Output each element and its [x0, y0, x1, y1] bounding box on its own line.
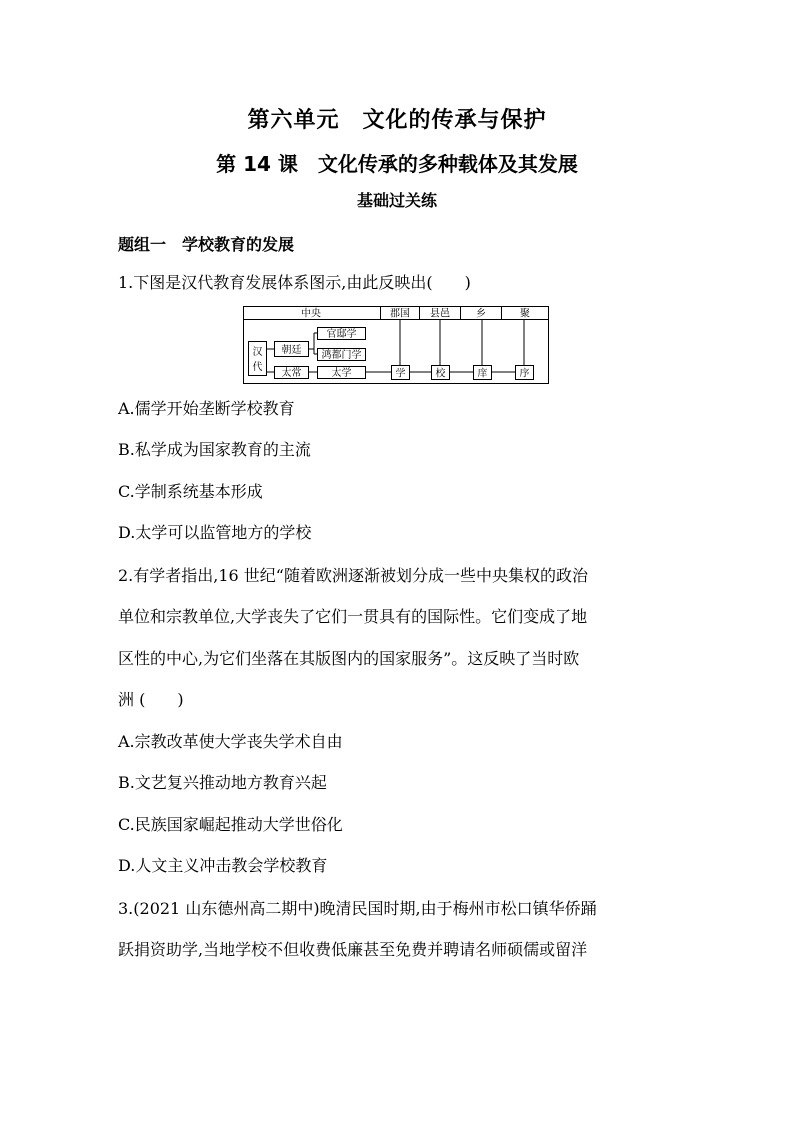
question-1-option-a: A.儒学开始垄断学校教育	[118, 399, 295, 418]
question-2-option-c: C.民族国家崛起推动大学世俗化	[118, 815, 343, 834]
question-3-line-1: 3.(2021 山东德州高二期中)晚清民国时期,由于梅州市松口镇华侨踊	[118, 899, 597, 918]
diagram-local-xue: 学	[395, 368, 406, 380]
question-2-option-b: B.文艺复兴推动地方教育兴起	[118, 773, 327, 792]
unit-title: 第六单元 文化的传承与保护	[247, 108, 547, 133]
group-title: 题组一 学校教育的发展	[118, 235, 295, 254]
diagram-header-central: 中央	[301, 308, 321, 320]
diagram-local-xiao: 校	[435, 368, 446, 380]
question-1-option-b: B.私学成为国家教育的主流	[118, 440, 311, 459]
han-education-diagram	[243, 306, 549, 384]
diagram-header-junguo: 郡国	[390, 308, 410, 320]
diagram-header-ju: 聚	[520, 308, 530, 320]
diagram-local-xiang: 庠	[477, 368, 488, 380]
question-2-line-4: 洲 ( )	[118, 690, 184, 709]
diagram-chaoting: 朝廷	[281, 345, 302, 356]
lesson-title: 第 14 课 文化传承的多种载体及其发展	[216, 152, 578, 176]
diagram-han-char-1: 汉	[252, 347, 263, 358]
diagram-hongdumenxue: 鸿都门学	[321, 350, 362, 361]
question-1-stem: 1.下图是汉代教育发展体系图示,由此反映出( )	[118, 273, 471, 292]
question-3-line-2: 跃捐资助学,当地学校不但收费低廉甚至免费并聘请名师硕儒或留洋	[118, 940, 588, 959]
diagram-taichang: 太常	[281, 368, 302, 379]
question-1-option-d: D.太学可以监管地方的学校	[118, 523, 312, 542]
question-2-line-1: 2.有学者指出,16 世纪“随着欧洲逐渐被划分成一些中央集权的政治	[118, 566, 588, 585]
diagram-han-char-2: 代	[252, 362, 263, 373]
diagram-taixue: 太学	[331, 368, 352, 379]
diagram-local-xu: 序	[519, 368, 530, 380]
diagram-guandixue: 官邸学	[326, 329, 357, 340]
question-2-line-3: 区性的中心,为它们坐落在其版图内的国家服务”。这反映了当时欧	[118, 649, 580, 668]
diagram-header-xianyi: 县邑	[430, 308, 450, 320]
question-2-option-d: D.人文主义冲击教会学校教育	[118, 856, 328, 875]
section-title: 基础过关练	[356, 191, 437, 210]
question-2-option-a: A.宗教改革使大学丧失学术自由	[118, 732, 343, 751]
question-2-line-2: 单位和宗教单位,大学丧失了它们一贯具有的国际性。它们变成了地	[118, 607, 588, 626]
question-1-option-c: C.学制系统基本形成	[118, 482, 263, 501]
diagram-header-xiang: 乡	[476, 308, 486, 320]
